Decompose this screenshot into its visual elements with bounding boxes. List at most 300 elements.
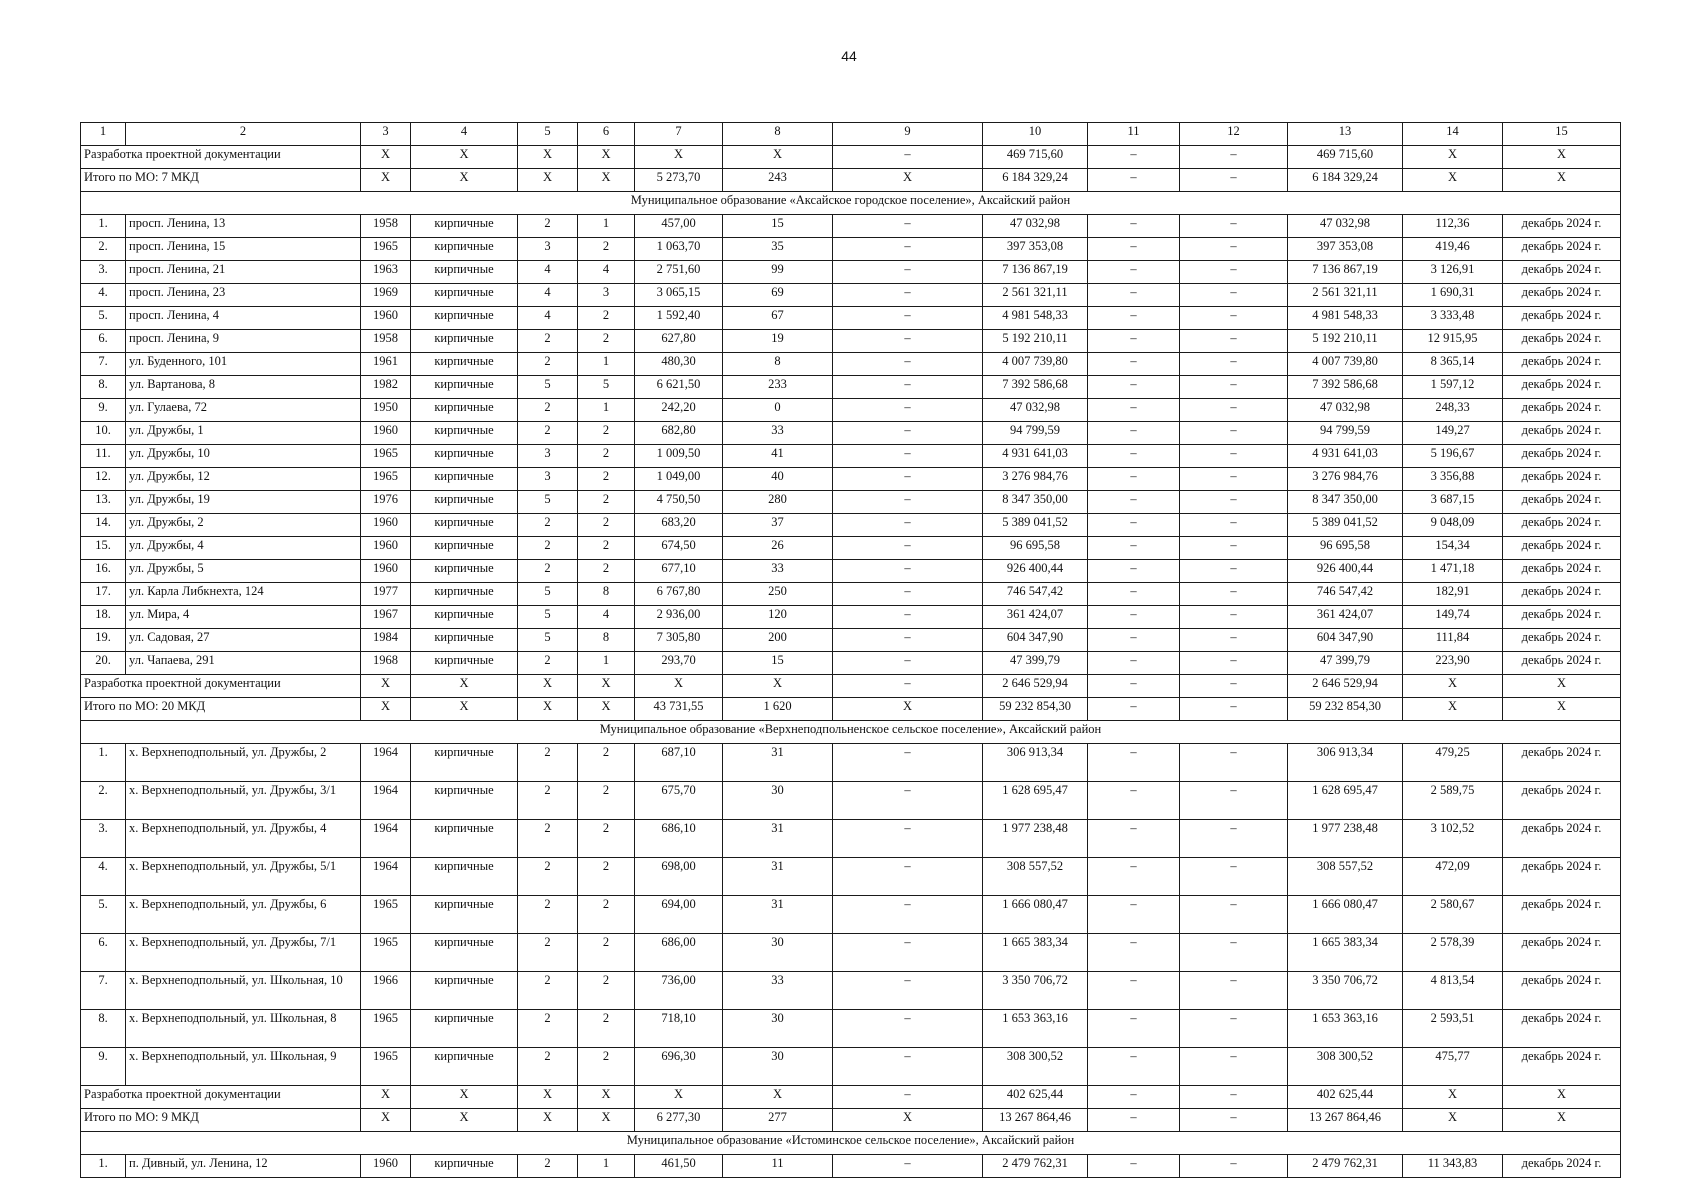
table-cell: 2 [518,422,578,445]
row-number: 7. [81,972,126,1010]
address-cell: просп. Ленина, 21 [126,261,361,284]
table-cell: 2 [518,399,578,422]
column-number-header: 15 [1503,123,1621,146]
summary-cell: Х [578,698,635,721]
table-cell: 1967 [361,606,411,629]
table-cell: 2 [578,972,635,1010]
table-cell: 2 [578,1010,635,1048]
address-cell: ул. Дружбы, 4 [126,537,361,560]
table-cell: 94 799,59 [1288,422,1403,445]
address-cell: х. Верхнеподпольный, ул. Дружбы, 4 [126,820,361,858]
table-cell: – [1088,606,1180,629]
table-cell: – [1180,858,1288,896]
table-cell: кирпичные [411,307,518,330]
table-cell: 1968 [361,652,411,675]
table-cell: 1 665 383,34 [983,934,1088,972]
table-row [81,934,1621,972]
table-cell: 746 547,42 [1288,583,1403,606]
table-cell: декабрь 2024 г. [1503,399,1621,422]
table-cell: кирпичные [411,514,518,537]
table-cell: 1950 [361,399,411,422]
row-number: 5. [81,307,126,330]
table-cell: 1 009,50 [635,445,723,468]
table-cell: декабрь 2024 г. [1503,307,1621,330]
table-cell: – [833,858,983,896]
summary-label: Итого по МО: 9 МКД [81,1109,361,1132]
table-row [81,307,1621,330]
summary-cell: Х [635,1086,723,1109]
table-cell: 1966 [361,972,411,1010]
table-cell: – [1088,972,1180,1010]
table-cell: 3 350 706,72 [1288,972,1403,1010]
table-cell: 4 [518,284,578,307]
summary-cell: – [1088,169,1180,192]
table-cell: 4 [578,606,635,629]
table-cell: 1977 [361,583,411,606]
summary-row [81,698,1621,721]
table-cell: кирпичные [411,399,518,422]
table-cell: – [833,399,983,422]
row-number: 10. [81,422,126,445]
summary-cell: – [833,146,983,169]
table-cell: кирпичные [411,445,518,468]
row-number: 17. [81,583,126,606]
summary-cell: Х [1403,1086,1503,1109]
table-cell: 683,20 [635,514,723,537]
table-cell: 3 687,15 [1403,491,1503,514]
table-cell: 4 [518,307,578,330]
table-cell: 472,09 [1403,858,1503,896]
row-number: 4. [81,284,126,307]
column-number-header: 11 [1088,123,1180,146]
table-cell: 2 [518,934,578,972]
table-cell: 2 561 321,11 [983,284,1088,307]
row-number: 15. [81,537,126,560]
summary-cell: Х [1503,1086,1621,1109]
table-cell: 2 [518,820,578,858]
table-cell: 1 653 363,16 [1288,1010,1403,1048]
table-row [81,972,1621,1010]
table-cell: декабрь 2024 г. [1503,896,1621,934]
table-cell: – [1180,514,1288,537]
section-title: Муниципальное образование «Истоминское сельское поселение», Аксайский район [81,1132,1621,1155]
address-cell: ул. Дружбы, 2 [126,514,361,537]
table-cell: 33 [723,422,833,445]
table-cell: 2 [518,744,578,782]
table-cell: 4 931 641,03 [1288,445,1403,468]
column-number-row [81,123,1621,146]
table-cell: 1958 [361,330,411,353]
table-cell: 4 813,54 [1403,972,1503,1010]
table-cell: 746 547,42 [983,583,1088,606]
table-body [81,123,1621,1178]
summary-cell: Х [518,675,578,698]
table-cell: 7 305,80 [635,629,723,652]
table-cell: 2 561 321,11 [1288,284,1403,307]
table-cell: 280 [723,491,833,514]
table-cell: 457,00 [635,215,723,238]
summary-cell: Х [1403,698,1503,721]
table-cell: – [1180,330,1288,353]
table-cell: – [1088,468,1180,491]
summary-cell: 469 715,60 [1288,146,1403,169]
table-cell: – [1180,238,1288,261]
summary-cell: Х [361,698,411,721]
table-cell: – [1088,1010,1180,1048]
table-cell: 2 751,60 [635,261,723,284]
table-cell: кирпичные [411,468,518,491]
table-cell: кирпичные [411,629,518,652]
table-cell: 33 [723,560,833,583]
summary-cell: 2 646 529,94 [983,675,1088,698]
summary-cell: Х [361,675,411,698]
table-row [81,399,1621,422]
table-cell: 5 [518,583,578,606]
table-cell: 47 032,98 [1288,215,1403,238]
table-cell: 47 032,98 [1288,399,1403,422]
summary-cell: Х [723,1086,833,1109]
table-cell: 2 [518,353,578,376]
table-row [81,376,1621,399]
table-cell: 19 [723,330,833,353]
page-number: 44 [841,48,857,64]
address-cell: ул. Карла Либкнехта, 124 [126,583,361,606]
table-cell: декабрь 2024 г. [1503,1048,1621,1086]
table-cell: 2 578,39 [1403,934,1503,972]
summary-cell: – [1088,1086,1180,1109]
table-cell: – [833,307,983,330]
address-cell: ул. Дружбы, 5 [126,560,361,583]
table-cell: 31 [723,744,833,782]
table-cell: – [1180,629,1288,652]
table-cell: – [1088,261,1180,284]
summary-label: Разработка проектной документации [81,146,361,169]
table-cell: – [833,514,983,537]
table-cell: 4 931 641,03 [983,445,1088,468]
table-cell: 1 049,00 [635,468,723,491]
table-cell: кирпичные [411,330,518,353]
summary-cell: – [1088,698,1180,721]
table-cell: кирпичные [411,1155,518,1178]
row-number: 1. [81,744,126,782]
table-cell: декабрь 2024 г. [1503,537,1621,560]
table-cell: – [1180,744,1288,782]
table-cell: 1 597,12 [1403,376,1503,399]
table-cell: – [1088,820,1180,858]
table-row [81,468,1621,491]
table-cell: 2 [578,238,635,261]
table-cell: 2 [518,330,578,353]
table-cell: – [1088,629,1180,652]
table-cell: – [1180,468,1288,491]
table-cell: декабрь 2024 г. [1503,934,1621,972]
table-cell: 3 102,52 [1403,820,1503,858]
table-cell: – [1180,307,1288,330]
table-cell: 2 [518,1048,578,1086]
row-number: 4. [81,858,126,896]
table-cell: – [833,896,983,934]
table-cell: кирпичные [411,934,518,972]
summary-cell: 43 731,55 [635,698,723,721]
table-cell: декабрь 2024 г. [1503,514,1621,537]
table-cell: – [833,238,983,261]
table-cell: 96 695,58 [983,537,1088,560]
summary-cell: Х [361,169,411,192]
table-cell: – [1180,491,1288,514]
summary-cell: Х [518,698,578,721]
section-title: Муниципальное образование «Верхнеподпольненское сельское поселение», Аксайский район [81,721,1621,744]
table-cell: – [1088,583,1180,606]
table-cell: 31 [723,858,833,896]
table-cell: 67 [723,307,833,330]
table-cell: 4 981 548,33 [1288,307,1403,330]
table-cell: 2 593,51 [1403,1010,1503,1048]
table-cell: 2 479 762,31 [983,1155,1088,1178]
table-cell: 4 [578,261,635,284]
table-cell: 1 666 080,47 [1288,896,1403,934]
table-cell: 11 [723,1155,833,1178]
summary-row [81,675,1621,698]
table-cell: – [833,652,983,675]
table-cell: – [1088,238,1180,261]
table-cell: 26 [723,537,833,560]
column-number-header: 6 [578,123,635,146]
table-cell: декабрь 2024 г. [1503,376,1621,399]
table-cell: – [833,215,983,238]
summary-row [81,1109,1621,1132]
address-cell: ул. Буденного, 101 [126,353,361,376]
table-cell: 15 [723,215,833,238]
summary-cell: Х [411,169,518,192]
table-cell: – [1088,537,1180,560]
summary-cell: Х [833,1109,983,1132]
table-cell: 5 192 210,11 [983,330,1088,353]
table-cell: 1 [578,652,635,675]
summary-cell: 1 620 [723,698,833,721]
summary-cell: Х [578,169,635,192]
table-cell: 3 [518,468,578,491]
summary-cell: – [833,675,983,698]
table-cell: 736,00 [635,972,723,1010]
table-cell: – [1180,376,1288,399]
table-cell: 4 750,50 [635,491,723,514]
table-cell: кирпичные [411,491,518,514]
table-cell: 8 [578,629,635,652]
table-cell: 40 [723,468,833,491]
table-cell: 2 [518,1155,578,1178]
table-cell: 1 592,40 [635,307,723,330]
address-cell: ул. Садовая, 27 [126,629,361,652]
table-cell: 2 [518,896,578,934]
table-cell: 3 [518,238,578,261]
table-cell: – [833,820,983,858]
table-cell: 31 [723,896,833,934]
table-cell: кирпичные [411,353,518,376]
table-cell: 94 799,59 [983,422,1088,445]
column-number-header: 5 [518,123,578,146]
summary-cell: Х [411,1086,518,1109]
row-number: 16. [81,560,126,583]
section-header-row [81,1132,1621,1155]
table-row [81,445,1621,468]
table-cell: 1 [578,353,635,376]
table-cell: – [833,560,983,583]
table-row [81,1048,1621,1086]
table-cell: 1 [578,1155,635,1178]
table-cell: декабрь 2024 г. [1503,261,1621,284]
table-cell: 4 981 548,33 [983,307,1088,330]
table-cell: – [1088,376,1180,399]
summary-cell: 402 625,44 [1288,1086,1403,1109]
table-cell: 30 [723,1010,833,1048]
summary-cell: – [1088,1109,1180,1132]
table-cell: 1960 [361,307,411,330]
summary-cell: Х [1503,698,1621,721]
table-cell: 5 [578,376,635,399]
table-cell: – [833,1010,983,1048]
table-cell: – [1088,744,1180,782]
address-cell: просп. Ленина, 9 [126,330,361,353]
table-cell: 2 [578,422,635,445]
row-number: 9. [81,399,126,422]
column-number-header: 14 [1403,123,1503,146]
table-cell: 2 [578,934,635,972]
table-cell: 1960 [361,1155,411,1178]
table-cell: 1 666 080,47 [983,896,1088,934]
table-cell: 31 [723,820,833,858]
table-cell: – [1180,1010,1288,1048]
address-cell: п. Дивный, ул. Ленина, 12 [126,1155,361,1178]
address-cell: просп. Ленина, 23 [126,284,361,307]
table-cell: – [1180,284,1288,307]
column-number-header: 10 [983,123,1088,146]
table-cell: 2 [578,468,635,491]
table-cell: 30 [723,934,833,972]
address-cell: х. Верхнеподпольный, ул. Школьная, 10 [126,972,361,1010]
summary-label: Разработка проектной документации [81,1086,361,1109]
table-cell: 1965 [361,1048,411,1086]
table-cell: 149,27 [1403,422,1503,445]
table-cell: 41 [723,445,833,468]
table-cell: 2 589,75 [1403,782,1503,820]
table-cell: 1969 [361,284,411,307]
table-cell: – [1180,1048,1288,1086]
row-number: 14. [81,514,126,537]
table-cell: декабрь 2024 г. [1503,445,1621,468]
summary-cell: Х [578,675,635,698]
summary-row [81,146,1621,169]
row-number: 11. [81,445,126,468]
table-row [81,744,1621,782]
table-cell: 1965 [361,238,411,261]
table-row [81,353,1621,376]
table-cell: 248,33 [1403,399,1503,422]
table-row [81,284,1621,307]
table-cell: 35 [723,238,833,261]
table-cell: 3 276 984,76 [983,468,1088,491]
table-cell: – [833,491,983,514]
summary-cell: Х [361,1109,411,1132]
summary-cell: 6 184 329,24 [1288,169,1403,192]
table-cell: 30 [723,782,833,820]
summary-cell: Х [635,146,723,169]
table-cell: 47 399,79 [1288,652,1403,675]
table-cell: – [833,537,983,560]
table-cell: 4 007 739,80 [1288,353,1403,376]
table-cell: 419,46 [1403,238,1503,261]
table-cell: – [1088,560,1180,583]
summary-cell: Х [411,1109,518,1132]
table-cell: – [1088,934,1180,972]
table-cell: 2 [518,1010,578,1048]
table-cell: 1964 [361,820,411,858]
table-row [81,629,1621,652]
table-cell: 2 [518,972,578,1010]
table-cell: 475,77 [1403,1048,1503,1086]
table-cell: 223,90 [1403,652,1503,675]
table-cell: 111,84 [1403,629,1503,652]
summary-cell: Х [635,675,723,698]
table-cell: 47 032,98 [983,399,1088,422]
summary-row [81,1086,1621,1109]
table-cell: – [1088,491,1180,514]
table-cell: 479,25 [1403,744,1503,782]
summary-cell: Х [833,698,983,721]
table-cell: декабрь 2024 г. [1503,858,1621,896]
table-cell: 718,10 [635,1010,723,1048]
column-number-header: 7 [635,123,723,146]
table-cell: 8 [578,583,635,606]
table-cell: 675,70 [635,782,723,820]
address-cell: х. Верхнеподпольный, ул. Дружбы, 3/1 [126,782,361,820]
table-cell: 686,00 [635,934,723,972]
row-number: 1. [81,1155,126,1178]
table-cell: 682,80 [635,422,723,445]
table-cell: – [1088,330,1180,353]
table-cell: кирпичные [411,215,518,238]
table-row [81,858,1621,896]
row-number: 8. [81,1010,126,1048]
table-cell: – [833,629,983,652]
table-cell: – [1180,560,1288,583]
table-cell: 3 065,15 [635,284,723,307]
table-cell: 182,91 [1403,583,1503,606]
table-cell: 604 347,90 [1288,629,1403,652]
table-cell: 2 [578,820,635,858]
table-cell: кирпичные [411,1010,518,1048]
summary-label: Разработка проектной документации [81,675,361,698]
row-number: 13. [81,491,126,514]
table-cell: 2 [578,560,635,583]
table-cell: кирпичные [411,284,518,307]
table-cell: – [833,744,983,782]
summary-cell: Х [1403,169,1503,192]
table-cell: 2 [578,858,635,896]
table-cell: 99 [723,261,833,284]
table-cell: 1 628 695,47 [983,782,1088,820]
summary-cell: – [833,1086,983,1109]
table-cell: 69 [723,284,833,307]
column-number-header: 1 [81,123,126,146]
table-cell: – [833,782,983,820]
address-cell: ул. Гулаева, 72 [126,399,361,422]
table-cell: 2 479 762,31 [1288,1155,1403,1178]
table-cell: 1965 [361,896,411,934]
table-cell: 627,80 [635,330,723,353]
table-cell: 698,00 [635,858,723,896]
table-cell: 47 032,98 [983,215,1088,238]
summary-cell: Х [411,698,518,721]
